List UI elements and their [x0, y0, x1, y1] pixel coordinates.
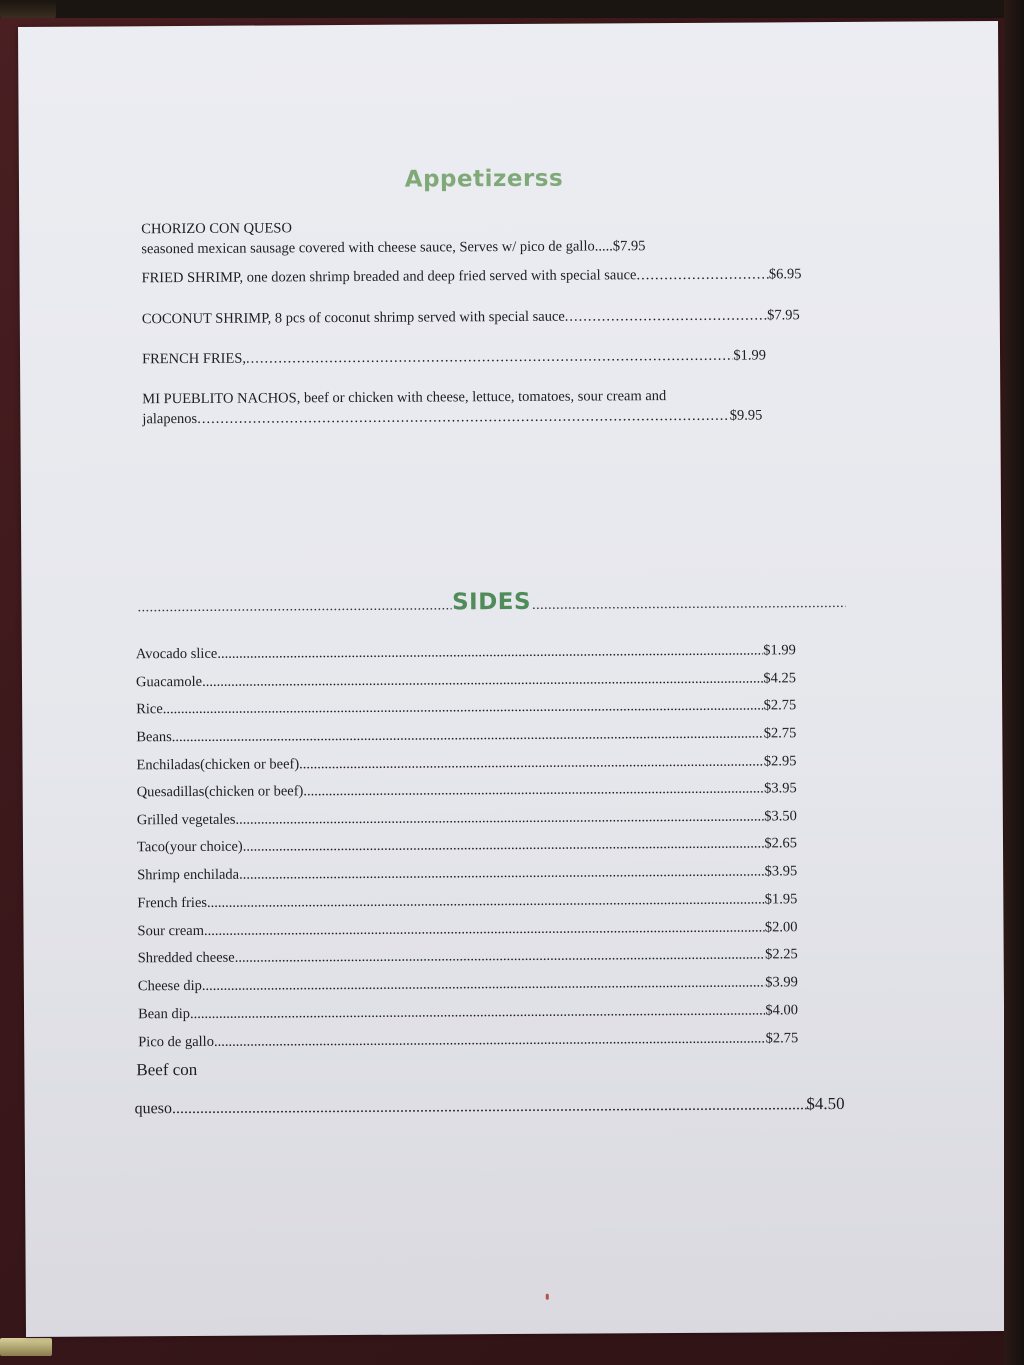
sides-heading-line	[137, 587, 845, 617]
dot-leader	[243, 835, 765, 855]
dot-leader	[197, 406, 730, 429]
side-name: Enchiladas(chicken or beef)	[136, 756, 300, 774]
dot-leader	[636, 264, 769, 285]
dot-leader	[299, 753, 764, 773]
side-name: Shrimp enchilada	[137, 866, 240, 884]
side-item	[136, 697, 796, 718]
side-extra-name: Beef con	[136, 1059, 198, 1080]
side-price: $1.95	[764, 891, 798, 908]
side-name: Beans	[136, 729, 172, 746]
side-item	[137, 780, 797, 801]
dot-leader	[235, 808, 764, 828]
appetizer-item	[142, 385, 802, 429]
side-price: $2.00	[764, 919, 798, 936]
appetizer-text: COCONUT SHRIMP, 8 pcs of coconut shrimp served with special sauce	[141, 308, 565, 328]
dot-leader	[163, 697, 764, 718]
side-item	[137, 835, 797, 856]
folder-right-edge	[1004, 0, 1024, 1365]
dot-leader	[246, 346, 734, 369]
dot-leader	[138, 598, 452, 616]
side-item	[138, 974, 798, 995]
dot-leader	[172, 725, 764, 746]
dot-leader	[207, 891, 765, 911]
side-name: Grilled vegetales	[136, 811, 236, 829]
side-price: $3.95	[764, 863, 798, 880]
appetizer-description: seasoned mexican sausage covered with cheese sauce, Serves w/ pico de gallo.....$7.95	[141, 238, 646, 258]
side-name: Shredded cheese	[137, 949, 235, 967]
side-price: $3.95	[763, 780, 797, 797]
side-name: Guacamole	[135, 673, 203, 691]
side-item	[138, 946, 798, 967]
appetizer-item	[142, 345, 766, 369]
sides-heading: SIDES	[451, 588, 532, 616]
side-name: Quesadillas(chicken or beef)	[136, 783, 304, 801]
appetizer-item	[141, 216, 645, 259]
side-item	[135, 1094, 845, 1118]
dot-leader	[532, 596, 846, 614]
side-name: queso	[134, 1100, 172, 1118]
side-name: Rice	[136, 701, 163, 718]
folder-clip-top	[0, 0, 56, 18]
side-name: Sour cream	[137, 922, 205, 940]
side-price: $2.25	[765, 946, 798, 963]
appetizer-text: jalapenos	[142, 410, 198, 428]
side-price: $2.75	[763, 725, 797, 742]
side-price: $1.99	[763, 642, 796, 659]
side-item	[136, 725, 796, 746]
appetizer-price: $1.99	[733, 347, 767, 364]
menu-page	[18, 21, 1006, 1337]
appetizers-heading: Appetizerss	[404, 165, 564, 193]
dot-leader	[190, 1002, 766, 1023]
side-price: $2.75	[763, 697, 797, 714]
side-name: Bean dip	[137, 1005, 191, 1023]
side-price: $2.65	[764, 835, 798, 852]
side-price: $2.75	[765, 1030, 799, 1047]
side-name: Cheese dip	[137, 977, 202, 995]
appetizer-line	[142, 405, 762, 429]
side-name: Pico de gallo	[138, 1033, 214, 1051]
appetizer-name: CHORIZO CON QUESO	[141, 220, 292, 238]
side-item	[138, 1002, 798, 1023]
appetizer-text: FRIED SHRIMP, one dozen shrimp breaded and deep fried served with special sauce	[141, 267, 637, 287]
side-item	[136, 670, 796, 691]
dot-leader	[202, 974, 765, 994]
dot-leader	[235, 946, 765, 966]
dot-leader	[239, 863, 765, 883]
dot-leader	[202, 670, 763, 690]
side-item	[137, 891, 797, 912]
dot-leader	[172, 1096, 807, 1118]
side-price: $3.50	[764, 808, 797, 825]
appetizer-item	[141, 264, 801, 288]
stain-mark	[546, 1294, 549, 1300]
side-item	[136, 642, 796, 663]
dot-leader	[217, 642, 763, 662]
dot-leader	[214, 1030, 766, 1050]
side-price: $3.99	[765, 974, 798, 991]
appetizer-price: $6.95	[768, 266, 802, 283]
dot-leader	[204, 919, 765, 939]
side-item	[137, 808, 797, 829]
side-item	[138, 1030, 798, 1051]
side-price: $2.95	[763, 753, 797, 770]
folder-clip-bottom	[0, 1338, 52, 1356]
side-item	[136, 753, 796, 774]
dot-leader	[303, 780, 764, 800]
appetizer-price: $9.95	[729, 407, 763, 424]
side-name: Taco(your choice)	[136, 838, 243, 856]
side-name: Avocado slice	[135, 645, 218, 663]
appetizer-text: FRENCH FRIES,	[141, 350, 247, 368]
appetizer-price: $7.95	[767, 307, 800, 324]
side-price: $4.25	[763, 670, 797, 687]
appetizer-item	[142, 305, 800, 329]
side-item	[137, 919, 797, 940]
appetizer-text: MI PUEBLITO NACHOS, beef or chicken with cheese, lettuce, tomatoes, sour cream and	[142, 388, 667, 408]
side-price: $4.00	[765, 1002, 799, 1019]
side-item	[137, 863, 797, 884]
side-name: French fries	[137, 894, 208, 912]
side-price: $4.50	[806, 1093, 845, 1114]
dot-leader	[565, 305, 767, 326]
